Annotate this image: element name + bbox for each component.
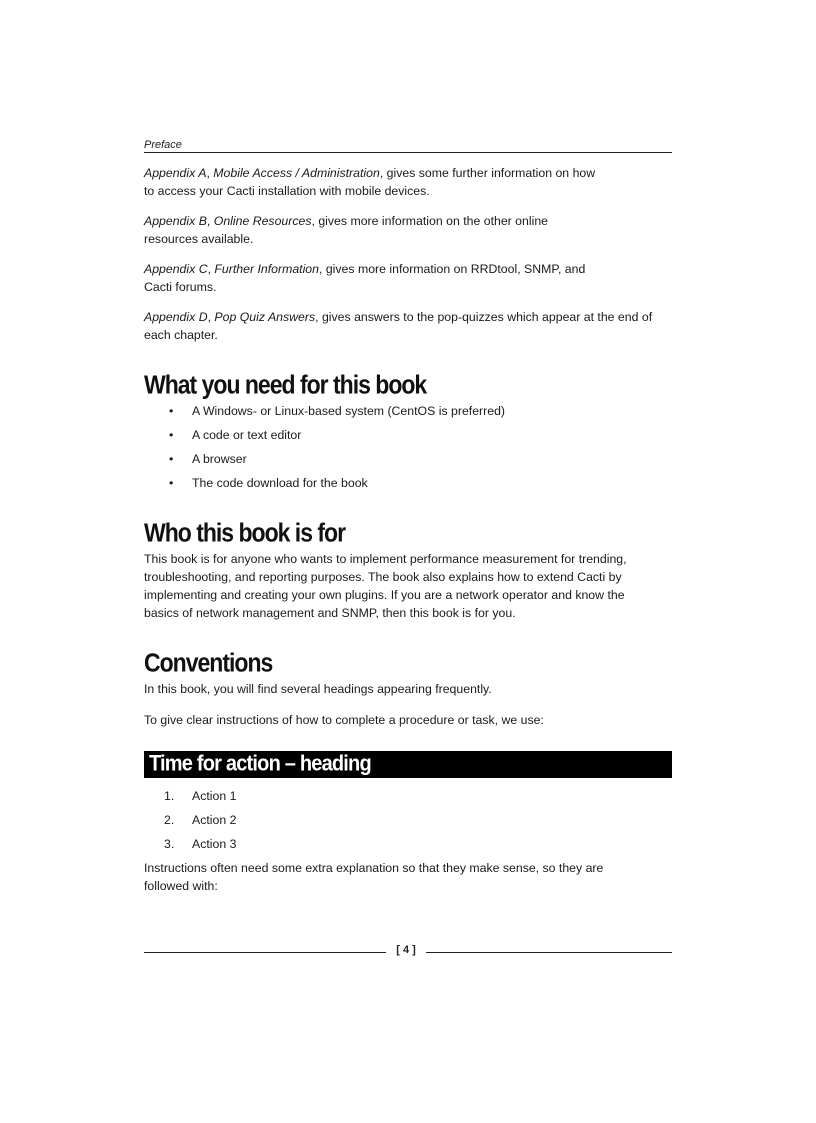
list-item: • A Windows- or Linux-based system (CentOS is preferred) [169,404,505,418]
list-item: • A code or text editor [169,428,302,442]
who-paragraph: This book is for anyone who wants to implement performance measurement for trending, troubleshooting, and reporting purposes. The book also explains how to extend Cacti by implementing and creating your own plugins. If you are a network operator and know the basics of network management and SNMP, then this book is for you. [144,552,627,620]
appendix-b-title: Appendix B [144,214,207,228]
appendix-d-title: Appendix D [144,310,208,324]
who-heading: Who this book is for [144,518,346,548]
need-list [144,402,672,498]
need-heading: What you need for this book [144,370,427,400]
appendix-a-subtitle: Mobile Access / Administration [213,166,380,180]
appendix-c-paragraph: Appendix C, Further Information, gives more information on RRDtool, SNMP, and Cacti forums. [144,262,586,294]
list-item: • The code download for the book [169,476,368,490]
list-item: 2. Action 2 [164,813,237,827]
appendix-a-title: Appendix A [144,166,207,180]
time-for-action-banner [144,751,672,778]
action-list [144,787,672,859]
appendix-c-subtitle: Further Information [214,262,319,276]
header-section: Preface [144,139,182,151]
appendix-b-subtitle: Online Resources [213,214,312,228]
conventions-paragraph-1: In this book, you will find several headings appearing frequently. [144,682,492,696]
appendix-a-paragraph: Appendix A, Mobile Access / Administration, gives some further information on how to access your Cacti installation with mobile devices. [144,166,596,198]
list-item: 1. Action 1 [164,789,237,803]
appendix-d-subtitle: Pop Quiz Answers [214,310,316,324]
time-for-action-heading: Time for action – heading [149,752,371,777]
appendix-b-paragraph: Appendix B, Online Resources, gives more information on the other online resources available. [144,214,549,246]
footer-rule-left [144,952,386,953]
appendix-c-title: Appendix C [144,262,208,276]
conventions-paragraph-2: To give clear instructions of how to complete a procedure or task, we use: [144,713,544,727]
list-item: 3. Action 3 [164,837,237,851]
action-followup-paragraph: Instructions often need some extra explanation so that they make sense, so they are followed with: [144,861,604,893]
footer-rule-right [426,952,672,953]
page-number: [ 4 ] [396,944,416,956]
conventions-heading: Conventions [144,648,273,678]
running-header [144,135,672,153]
list-item: • A browser [169,452,247,466]
appendix-d-paragraph: Appendix D, Pop Quiz Answers, gives answers to the pop-quizzes which appear at the end of each chapter. [144,310,653,342]
